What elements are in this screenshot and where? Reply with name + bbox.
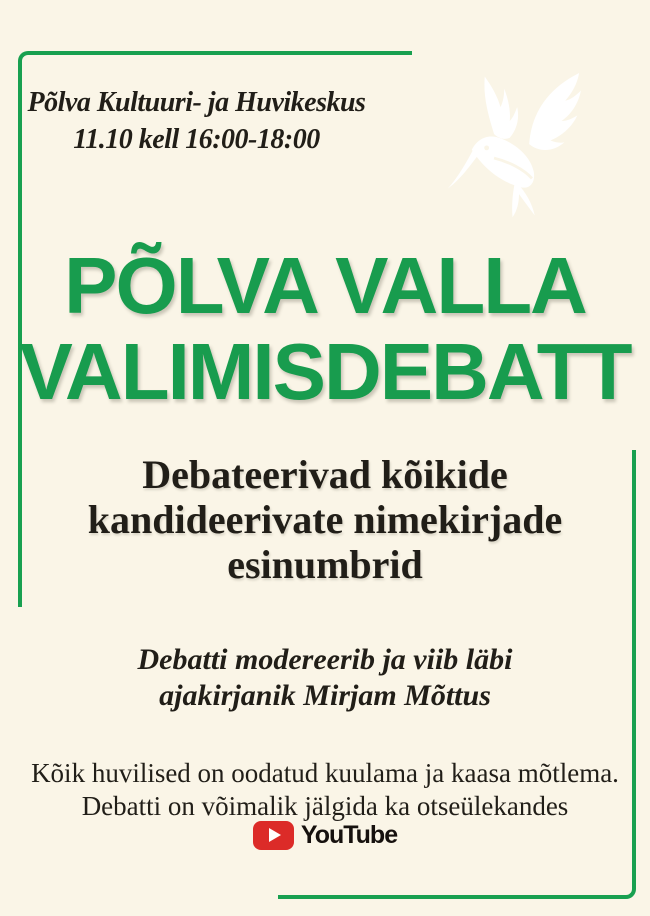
- subtitle-line-3: esinumbrid: [227, 542, 423, 587]
- invitation-line-1: Kõik huvilised on oodatud kuulama ja kaasa mõtlema.: [31, 758, 619, 788]
- moderator-line-1: Debatti modereerib ja viib läbi: [137, 643, 513, 676]
- venue-name: Põlva Kultuuri- ja Huvikeskus: [27, 87, 366, 118]
- title-line-2: VALIMISDEBATT: [19, 327, 631, 416]
- youtube-wordmark: YouTube: [300, 820, 398, 849]
- youtube-logo: [0, 818, 650, 852]
- invitation-line-2: Debatti on võimalik jälgida ka otseülekandes: [81, 791, 569, 821]
- hummingbird-icon: [440, 60, 635, 245]
- event-info-block: [24, 84, 369, 158]
- subtitle-line-2: kandideerivate nimekirjade: [87, 497, 563, 542]
- title-line-1: PÕLVA VALLA: [64, 241, 586, 330]
- youtube-play-icon: [253, 821, 294, 850]
- moderator-line-2: ajakirjanik Mirjam Mõttus: [159, 679, 491, 712]
- poster-title: [0, 243, 650, 415]
- audience-invitation: [0, 757, 650, 823]
- play-triangle-icon: [269, 828, 281, 842]
- subtitle-line-1: Debateerivad kõikide: [142, 452, 508, 497]
- event-datetime: 11.10 kell 16:00-18:00: [73, 124, 320, 155]
- moderator-info: [0, 642, 650, 714]
- debate-description: [0, 452, 650, 587]
